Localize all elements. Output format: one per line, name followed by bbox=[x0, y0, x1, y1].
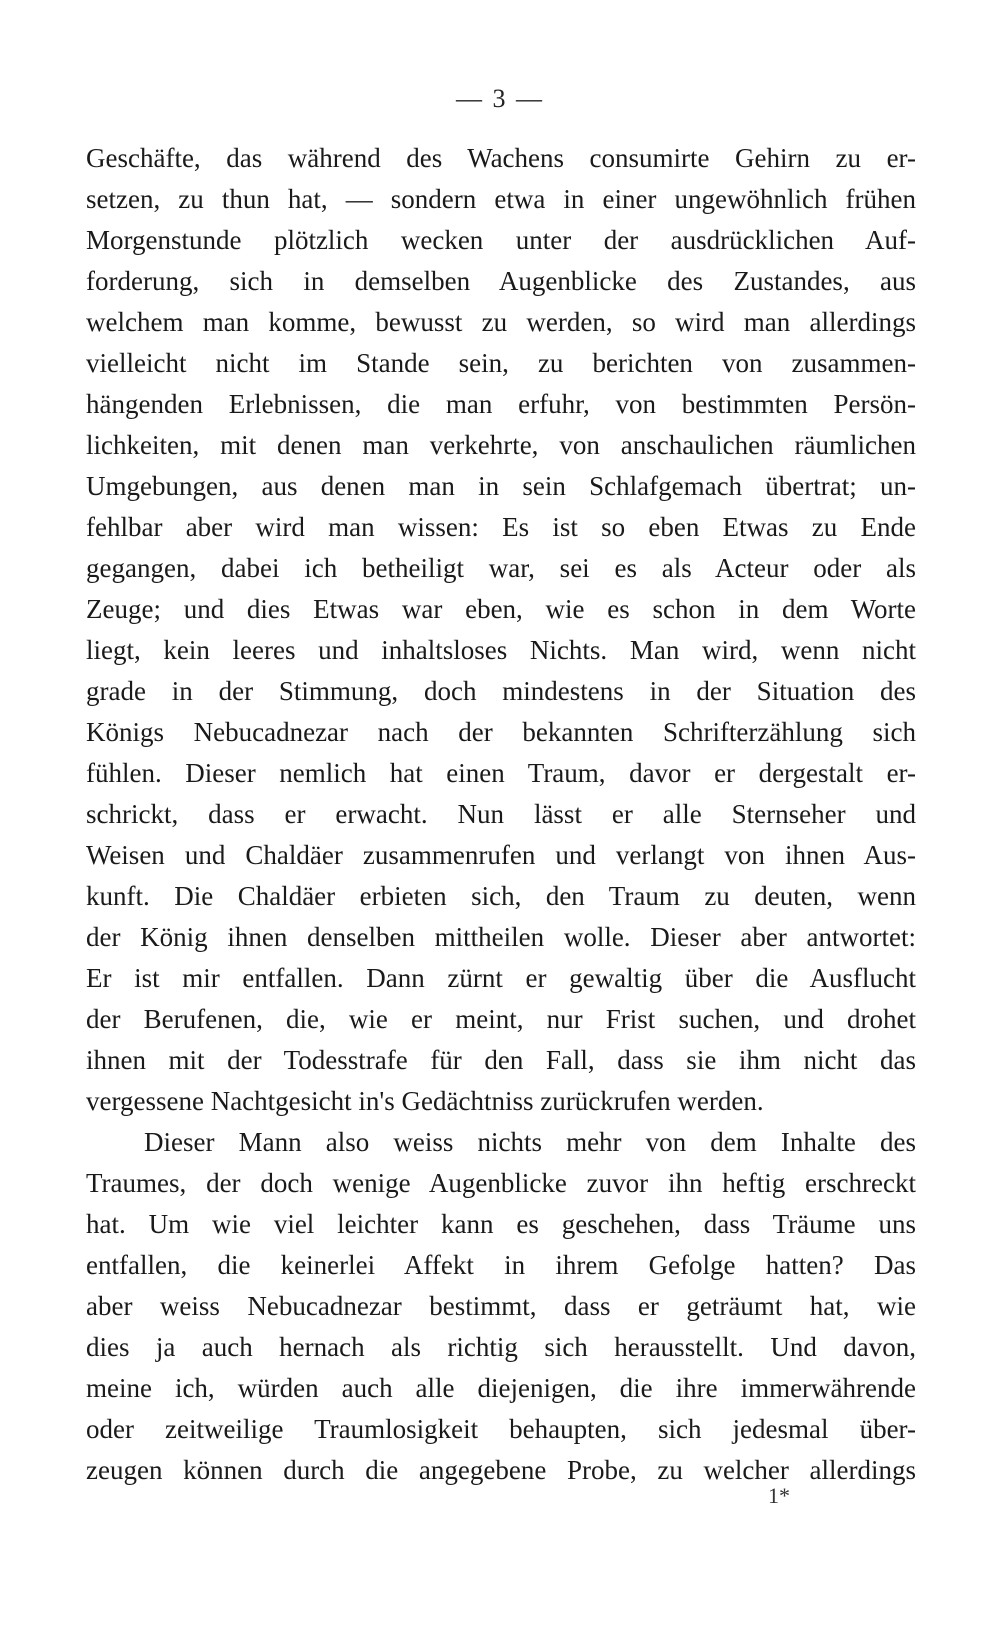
text-line: Traumes, der doch wenige Augenblicke zuvor ihn heftig erschreckt bbox=[86, 1168, 916, 1198]
text-line: meine ich, würden auch alle diejenigen, die ihre immerwährende bbox=[86, 1373, 916, 1403]
text-line: aber weiss Nebucadnezar bestimmt, dass er geträumt hat, wie bbox=[86, 1291, 916, 1321]
text-line: welchem man komme, bewusst zu werden, so wird man allerdings bbox=[86, 307, 916, 337]
text-line: dies ja auch hernach als richtig sich herausstellt. Und davon, bbox=[86, 1332, 916, 1362]
text-line: ihnen mit der Todesstrafe für den Fall, dass sie ihm nicht das bbox=[86, 1045, 916, 1075]
signature-mark: 1* bbox=[768, 1483, 790, 1508]
text-line: lichkeiten, mit denen man verkehrte, von anschaulichen räumlichen bbox=[86, 430, 916, 460]
text-line: hat. Um wie viel leichter kann es geschehen, dass Träume uns bbox=[86, 1209, 916, 1239]
text-line: fehlbar aber wird man wissen: Es ist so eben Etwas zu Ende bbox=[86, 512, 916, 542]
text-line: der König ihnen denselben mittheilen wolle. Dieser aber antwortet: bbox=[86, 922, 916, 952]
text-line: liegt, kein leeres und inhaltsloses Nichts. Man wird, wenn nicht bbox=[86, 635, 916, 665]
text-line: fühlen. Dieser nemlich hat einen Traum, davor er dergestalt er- bbox=[86, 758, 916, 788]
text-line: Geschäfte, das während des Wachens consumirte Gehirn zu er- bbox=[86, 143, 916, 173]
text-line: Zeuge; und dies Etwas war eben, wie es schon in dem Worte bbox=[86, 594, 916, 624]
text-line: zeugen können durch die angegebene Probe, zu welcher allerdings bbox=[86, 1455, 916, 1485]
text-line: forderung, sich in demselben Augenblicke des Zustandes, aus bbox=[86, 266, 916, 296]
text-line: kunft. Die Chaldäer erbieten sich, den Traum zu deuten, wenn bbox=[86, 881, 916, 911]
text-line: oder zeitweilige Traumlosigkeit behaupten, sich jedesmal über- bbox=[86, 1414, 916, 1444]
text-line: hängenden Erlebnissen, die man erfuhr, von bestimmten Persön- bbox=[86, 389, 916, 419]
text-line: vielleicht nicht im Stande sein, zu berichten von zusammen- bbox=[86, 348, 916, 378]
text-line: setzen, zu thun hat, — sondern etwa in einer ungewöhnlich frühen bbox=[86, 184, 916, 214]
text-line: der Berufenen, die, wie er meint, nur Frist suchen, und drohet bbox=[86, 1004, 916, 1034]
text-line: Königs Nebucadnezar nach der bekannten Schrifterzählung sich bbox=[86, 717, 916, 747]
page-number: — 3 — bbox=[456, 84, 544, 113]
text-line: Weisen und Chaldäer zusammenrufen und verlangt von ihnen Aus- bbox=[86, 840, 916, 870]
body-text bbox=[86, 138, 916, 1491]
text-line: Er ist mir entfallen. Dann zürnt er gewaltig über die Ausflucht bbox=[86, 963, 916, 993]
paragraph-2 bbox=[86, 1122, 916, 1491]
text-line: gegangen, dabei ich betheiligt war, sei es als Acteur oder als bbox=[86, 553, 916, 583]
text-line: Dieser Mann also weiss nichts mehr von dem Inhalte des bbox=[144, 1127, 916, 1157]
text-line: Morgenstunde plötzlich wecken unter der ausdrücklichen Auf- bbox=[86, 225, 916, 255]
text-line: schrickt, dass er erwacht. Nun lässt er alle Sternseher und bbox=[86, 799, 916, 829]
text-line: Umgebungen, aus denen man in sein Schlafgemach übertrat; un- bbox=[86, 471, 916, 501]
text-line: vergessene Nachtgesicht in's Gedächtniss zurückrufen werden. bbox=[86, 1086, 764, 1116]
text-line: entfallen, die keinerlei Affekt in ihrem Gefolge hatten? Das bbox=[86, 1250, 916, 1280]
paragraph-1 bbox=[86, 138, 916, 1122]
text-line: grade in der Stimmung, doch mindestens in der Situation des bbox=[86, 676, 916, 706]
